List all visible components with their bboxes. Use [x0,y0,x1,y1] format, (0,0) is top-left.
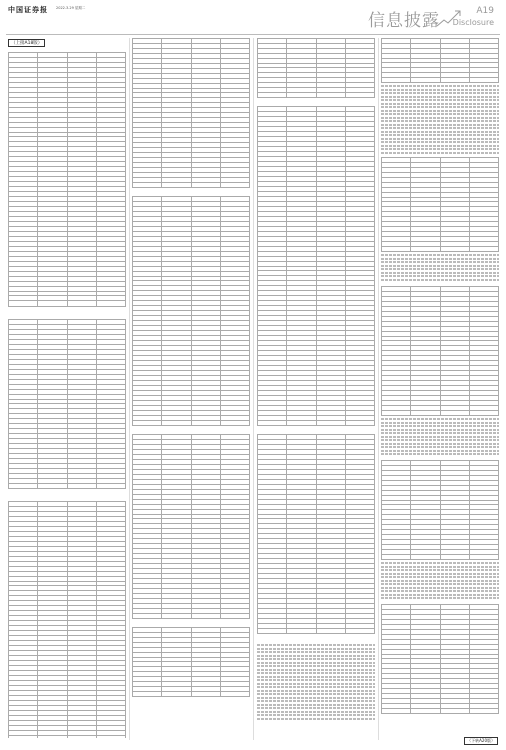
text-line [257,690,375,692]
text-line [381,265,499,267]
notes-text-block [257,644,375,724]
text-line [257,697,375,699]
text-line [257,676,375,678]
table-cell [382,410,411,415]
table-cell [469,709,498,714]
table-cell [96,483,125,488]
text-line [381,436,499,438]
text-line [381,134,499,136]
table-row [133,691,250,696]
table-cell [316,628,345,633]
financial-table [8,52,126,307]
text-line [257,700,375,702]
table-cell [345,421,374,426]
table-cell [440,554,469,559]
financial-table [8,501,126,738]
table-cell [38,301,67,307]
table-cell [133,613,162,618]
table-cell [345,628,374,633]
text-line [381,99,499,101]
table-cell [382,246,411,251]
table-cell [440,246,469,251]
table-cell [191,691,220,696]
text-line [381,590,499,592]
table-cell [38,735,67,738]
financial-table [257,434,375,634]
text-line [257,683,375,685]
text-line [381,443,499,445]
table-cell [411,709,440,714]
text-line [257,655,375,657]
table-cell [469,554,498,559]
text-block [381,418,499,458]
table-cell [220,613,249,618]
text-line [381,106,499,108]
financial-table [381,460,499,560]
text-line [381,117,499,119]
text-line [381,576,499,578]
table-cell [133,420,162,425]
financial-table [257,106,375,426]
text-line [381,580,499,582]
column-divider [378,38,379,740]
issue-date: 2022.3.29 星期二 [56,6,86,10]
table-cell [382,554,411,559]
text-line [257,669,375,671]
table-row [382,709,499,714]
table-cell [191,420,220,425]
financial-table [8,319,126,489]
text-line [381,138,499,140]
table-cell [67,301,96,307]
continued-to-label: （下转A20版） [464,737,498,745]
text-line [381,569,499,571]
text-line [381,587,499,589]
text-line [381,573,499,575]
text-line [257,704,375,706]
text-line [381,120,499,122]
text-line [381,566,499,568]
column-divider [129,38,130,740]
table-cell [258,628,287,633]
table-cell [287,421,316,426]
table-cell [162,613,191,618]
text-line [381,279,499,281]
text-line [381,127,499,129]
table-cell [287,92,316,97]
text-line [381,131,499,133]
table-cell [220,182,249,187]
table-cell [287,628,316,633]
table-cell [220,420,249,425]
financial-table [257,38,375,98]
table-row [382,78,499,83]
table-cell [162,691,191,696]
table-row [133,420,250,425]
table-cell [162,420,191,425]
text-line [257,686,375,688]
table-row [258,628,375,633]
table-cell [382,78,411,83]
table-cell [316,92,345,97]
table-cell [96,301,125,307]
text-line [381,145,499,147]
table-row [258,92,375,97]
text-line [381,103,499,105]
table-cell [258,92,287,97]
table-row [9,483,126,488]
column-divider [253,38,254,740]
text-line [381,583,499,585]
financial-table [132,627,250,697]
financial-table [381,286,499,416]
text-line [381,562,499,564]
table-cell [469,410,498,415]
text-line [381,425,499,427]
text-line [381,432,499,434]
text-line [257,672,375,674]
table-row [382,246,499,251]
financial-table [132,38,250,188]
table-cell [191,613,220,618]
text-line [257,648,375,650]
section-title: 信息披露 [368,11,440,31]
table-cell [67,483,96,488]
table-cell [133,182,162,187]
text-line [257,644,375,646]
column-3 [257,38,375,738]
text-line [257,707,375,709]
table-cell [440,78,469,83]
table-cell [96,735,125,738]
text-line [257,714,375,716]
column-1 [8,38,126,738]
table-cell [133,691,162,696]
text-line [381,96,499,98]
text-line [381,418,499,420]
table-cell [411,554,440,559]
text-line [381,258,499,260]
section-english: Disclosure [452,18,494,27]
text-line [381,261,499,263]
newspaper-name: 中国证券报 [8,5,48,14]
table-cell [469,246,498,251]
table-row [133,182,250,187]
financial-table [132,434,250,619]
column-2 [132,38,250,738]
table-row [9,301,126,307]
text-line [381,141,499,143]
table-cell [67,735,96,738]
text-line [257,679,375,681]
text-block [381,85,499,155]
text-line [257,651,375,653]
text-line [381,110,499,112]
table-cell [9,735,38,738]
text-line [257,662,375,664]
text-line [257,711,375,713]
table-cell [38,483,67,488]
page-number: A19 [476,6,494,16]
text-block [381,254,499,284]
table-cell [9,301,38,307]
table-row [258,421,375,426]
table-cell [411,410,440,415]
text-line [381,152,499,154]
text-line [381,422,499,424]
text-line [381,429,499,431]
table-cell [469,78,498,83]
table-cell [382,709,411,714]
table-cell [191,182,220,187]
text-block [381,562,499,602]
table-cell [162,182,191,187]
text-line [257,658,375,660]
text-line [381,275,499,277]
text-line [381,124,499,126]
text-line [381,453,499,455]
financial-table [381,604,499,714]
table-cell [258,421,287,426]
text-line [381,594,499,596]
table-cell [411,78,440,83]
text-line [381,148,499,150]
text-line [381,268,499,270]
table-row [382,410,499,415]
table-cell [345,92,374,97]
text-line [257,693,375,695]
table-cell [440,410,469,415]
table-row [382,554,499,559]
text-line [381,450,499,452]
text-line [381,446,499,448]
header-rule [6,34,500,35]
table-row [133,613,250,618]
financial-table [381,157,499,252]
text-line [381,254,499,256]
table-cell [9,483,38,488]
continued-from-label: （上接A18版） [8,39,45,47]
masthead [0,0,506,34]
table-row [9,735,126,738]
text-line [381,85,499,87]
table-cell [411,246,440,251]
text-line [257,718,375,720]
text-line [381,113,499,115]
text-line [381,89,499,91]
text-line [257,665,375,667]
text-line [381,272,499,274]
table-cell [220,691,249,696]
column-4 [381,38,499,738]
text-line [381,92,499,94]
table-cell [440,709,469,714]
text-line [381,597,499,599]
text-line [381,439,499,441]
financial-table [132,196,250,426]
table-cell [316,421,345,426]
financial-table [381,38,499,83]
